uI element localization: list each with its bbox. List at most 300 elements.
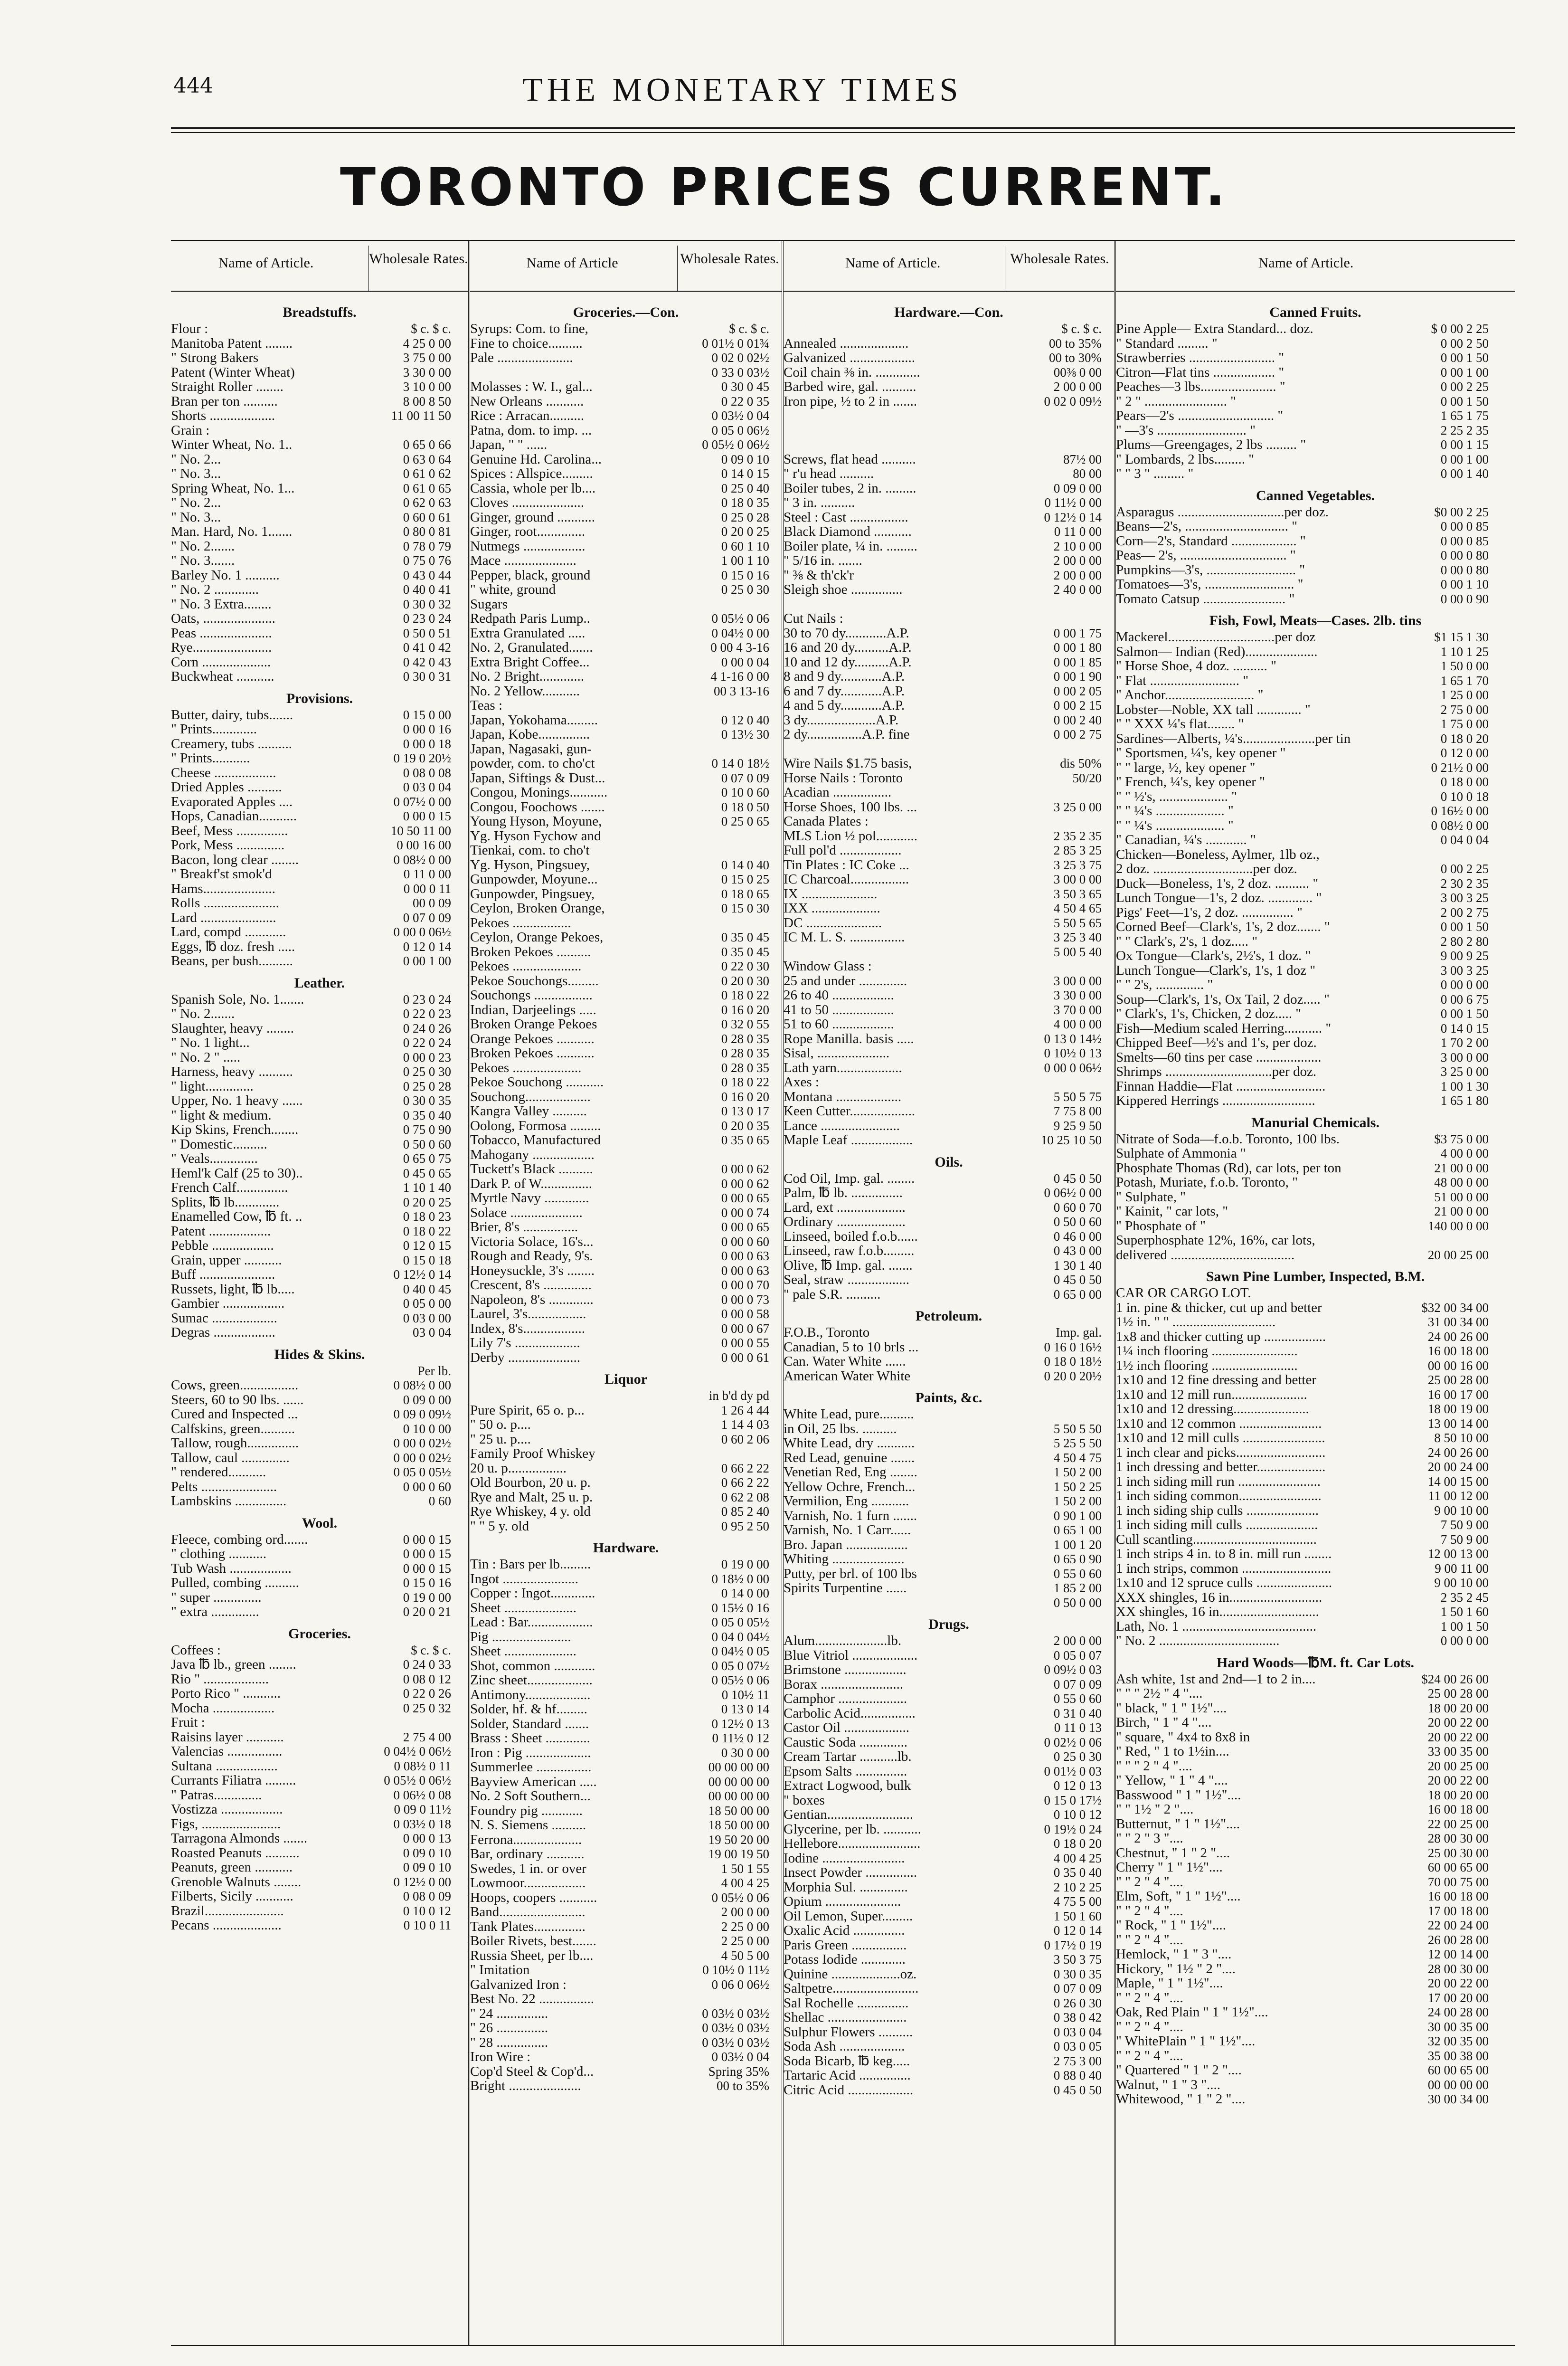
price-row	[171, 882, 468, 896]
price-row	[171, 708, 468, 722]
wholesale-rate: 2 75 3 00	[1053, 2053, 1102, 2068]
price-row	[784, 858, 1114, 873]
price-row	[784, 423, 1114, 438]
article-name: Sumac ...................	[171, 1311, 277, 1325]
price-row	[171, 1166, 468, 1181]
wholesale-rate	[1389, 1233, 1492, 1248]
article-name: " " " 2 " 4 "....	[1116, 1758, 1192, 1773]
article-name: Man. Hard, No. 1.......	[171, 524, 293, 539]
article-name: Currants Filiatra .........	[171, 1773, 296, 1788]
article-name: Lowmoor..................	[470, 1876, 586, 1891]
wholesale-rate: 0 02 0 02½	[711, 351, 769, 365]
section-heading: Sawn Pine Lumber, Inspected, B.M.	[1206, 1269, 1425, 1284]
wholesale-rate: 0 05 0 05½	[711, 1615, 769, 1629]
price-row	[1116, 1773, 1515, 1788]
article-name: 8 and 9 dy............A.P.	[784, 669, 905, 684]
wholesale-rate: 0 00 2 40	[1053, 713, 1102, 727]
article-name: " " 1½ " 2 "....	[1116, 1802, 1194, 1817]
article-name	[784, 409, 997, 423]
article-name: Cows, green.................	[171, 1378, 299, 1393]
wholesale-rate: 0 00 1 10	[1440, 577, 1489, 591]
section-heading: Hardware.	[593, 1540, 659, 1556]
wholesale-rate: 0 35 0 40	[403, 1108, 451, 1122]
article-name: Yellow Ochre, French...	[784, 1479, 916, 1494]
price-row	[171, 853, 468, 867]
price-row	[171, 1817, 468, 1832]
price-row	[470, 1504, 782, 1519]
article-name: Spanish Sole, No. 1.......	[171, 992, 304, 1007]
wholesale-rate	[997, 611, 1105, 626]
article-name: Rye.......................	[171, 640, 272, 655]
section-heading: Wool.	[302, 1515, 338, 1531]
article-name: Creamery, tubs ..........	[171, 736, 293, 751]
price-row	[171, 539, 468, 554]
wholesale-rate: 35 00 38 00	[1427, 2048, 1489, 2063]
price-row	[171, 1108, 468, 1123]
article-name: Pebble ..................	[171, 1238, 274, 1253]
price-row	[470, 1963, 782, 1977]
price-row	[470, 1475, 782, 1490]
wholesale-rate: 0 08½ 0 00	[1431, 818, 1489, 833]
article-name: Acadian .................	[784, 785, 892, 800]
price-row	[1116, 563, 1515, 578]
wholesale-rate: 0 04½ 0 05	[711, 1644, 769, 1658]
article-name: IC M. L. S. ................	[784, 930, 905, 945]
wholesale-rate: 20 00 25 00	[1427, 1247, 1489, 1262]
article-name: Grain :	[171, 423, 210, 437]
wholesale-rate: 0 14 0 40	[721, 857, 769, 872]
article-name: Crescent, 8's ..............	[470, 1278, 592, 1292]
wholesale-rate: 0 30 0 35	[403, 1093, 451, 1108]
article-name: 10 and 12 dy..........A.P.	[784, 655, 912, 669]
price-row	[1116, 833, 1515, 847]
price-row	[784, 409, 1114, 423]
wholesale-rate: 20 00 24 00	[1427, 1460, 1489, 1474]
wholesale-rate: 0 08½ 0 00	[393, 852, 451, 867]
price-row	[171, 1122, 468, 1137]
article-name: " 26 ...............	[470, 2021, 548, 2035]
article-name: Beef, Mess ...............	[171, 823, 288, 838]
article-name: " " ¼'s .................... "	[1116, 804, 1234, 818]
wholesale-rate: 0 30 0 00	[721, 1745, 769, 1760]
price-row	[171, 954, 468, 969]
article-name: Cheese ..................	[171, 765, 276, 780]
wholesale-rate	[670, 1148, 772, 1162]
section-heading: Fish, Fowl, Meats—Cases. 2lb. tins	[1209, 613, 1422, 628]
price-row	[784, 1894, 1114, 1909]
wholesale-rate	[1389, 847, 1492, 862]
article-name: Congou, Monings...........	[470, 785, 608, 800]
price-row	[470, 1615, 782, 1630]
article-name: " 2 " ........................ "	[1116, 394, 1237, 409]
wholesale-rate: 0 19 0 20½	[393, 751, 451, 765]
article-name: " " 5 y. old	[470, 1519, 529, 1533]
price-row	[470, 1688, 782, 1702]
article-name: Filberts, Sicily ...........	[171, 1889, 293, 1904]
price-row	[1116, 1904, 1515, 1919]
article-name: Lead : Bar...................	[470, 1615, 593, 1630]
price-row	[171, 1846, 468, 1861]
wholesale-rate: 0 00 0 63	[721, 1249, 769, 1263]
price-row	[470, 2021, 782, 2035]
price-row	[171, 1364, 468, 1378]
article-name: " No. 1 light...	[171, 1036, 250, 1050]
price-row	[171, 1151, 468, 1166]
article-name: Finnan Haddie—Flat ..........................	[1116, 1079, 1326, 1093]
price-row	[1116, 365, 1515, 380]
wholesale-rate: 0 50 0 60	[1053, 1215, 1102, 1229]
price-row	[171, 1701, 468, 1716]
article-name: " " 2 " 3 "....	[1116, 1831, 1183, 1846]
wholesale-rate: 00 00 16 00	[1427, 1358, 1489, 1373]
article-name: Screws, flat head ..........	[784, 452, 916, 466]
price-row	[784, 887, 1114, 902]
price-row	[1116, 645, 1515, 659]
wholesale-rate: 3 30 0 00	[403, 365, 451, 380]
wholesale-rate: 0 40 0 45	[403, 1282, 451, 1296]
wholesale-rate: 60 00 65 00	[1427, 1860, 1489, 1874]
price-row	[784, 1538, 1114, 1552]
price-row	[470, 437, 782, 452]
price-row	[470, 814, 782, 829]
wholesale-rate: 80 00	[1073, 466, 1102, 481]
wholesale-rate: 00 3 13-16	[714, 684, 769, 698]
article-name: Chipped Beef—½'s and 1's, per doz.	[1116, 1036, 1317, 1050]
wholesale-rate: 0 12 0 14	[403, 939, 451, 954]
wholesale-rate	[356, 423, 454, 438]
price-row	[1116, 1007, 1515, 1021]
wholesale-rate: 0 00 1 85	[1053, 655, 1102, 669]
article-name: Olive, ℔ Imp. gal. .......	[784, 1258, 913, 1273]
header-rates: Wholesale Rates.	[1005, 246, 1114, 291]
article-name: Cherry " 1 " 1½"....	[1116, 1860, 1223, 1875]
article-name: 16 and 20 dy..........A.P.	[784, 640, 912, 655]
price-row	[784, 829, 1114, 844]
wholesale-rate: 0 12½ 0 00	[393, 1874, 451, 1889]
price-row	[1116, 2049, 1515, 2063]
price-row	[171, 1311, 468, 1326]
wholesale-rate: 0 43 0 00	[1053, 1244, 1102, 1258]
price-row	[1116, 1431, 1515, 1445]
wholesale-rate: 00 to 35%	[1049, 336, 1102, 351]
article-name: Boiler Rivets, best.......	[470, 1934, 596, 1948]
price-row	[1116, 949, 1515, 963]
price-row	[171, 1451, 468, 1465]
price-row	[470, 524, 782, 539]
wholesale-rate: 0 00 2 25	[1440, 380, 1489, 394]
article-name: 3 dy....................A.P.	[784, 713, 899, 727]
price-row	[784, 466, 1114, 481]
wholesale-rate: 0 35 0 65	[721, 1133, 769, 1147]
article-name: Heml'k Calf (25 to 30)..	[171, 1166, 303, 1180]
article-name: 1x10 and 12 fine dressing and better	[1116, 1373, 1317, 1387]
price-row	[171, 553, 468, 568]
article-name: " extra ..............	[171, 1605, 259, 1619]
wholesale-rate: 0 50 0 51	[403, 626, 451, 640]
article-name: Sulphate of Ammonia "	[1116, 1146, 1246, 1161]
wholesale-rate	[997, 959, 1105, 974]
price-row	[171, 1137, 468, 1152]
column-body	[784, 298, 1114, 2097]
wholesale-rate: $ c. $ c.	[411, 322, 451, 336]
article-name: " No. 3.......	[171, 553, 235, 568]
price-row	[1116, 1175, 1515, 1190]
wholesale-rate: 0 00 0 11	[403, 881, 451, 896]
article-name: CAR OR CARGO LOT.	[1116, 1286, 1251, 1301]
article-name: Pork, Mess ..............	[171, 838, 285, 853]
article-name: " Domestic..........	[171, 1137, 267, 1151]
wholesale-rate: 4 50 4 65	[1053, 901, 1102, 915]
wholesale-rate: 0 28 0 35	[721, 1046, 769, 1060]
wholesale-rate: 25 00 28 00	[1427, 1373, 1489, 1387]
wholesale-rate: 0 08½ 0 00	[393, 1378, 451, 1392]
price-row	[470, 1862, 782, 1876]
article-name: Japan, Nagasaki, gun-	[470, 741, 592, 756]
article-name: Walnut, " 1 " 3 "....	[1116, 2077, 1221, 2092]
wholesale-rate: 0 00 1 00	[1440, 365, 1489, 380]
price-row	[784, 945, 1114, 960]
wholesale-rate: 0 16 0 16½	[1044, 1340, 1102, 1354]
article-name: Vermilion, Eng ...........	[784, 1494, 909, 1509]
price-row	[784, 1851, 1114, 1866]
wholesale-rate: 3 30 0 00	[1053, 988, 1102, 1002]
article-name: Galvanized ...................	[784, 351, 916, 365]
article-name: Mahogany ..................	[470, 1147, 595, 1162]
price-row	[470, 1977, 782, 1992]
price-row	[1116, 688, 1515, 703]
price-row	[1116, 2020, 1515, 2034]
article-name: 41 to 50 ..................	[784, 1002, 894, 1017]
wholesale-rate: 0 00 6 75	[1440, 992, 1489, 1007]
price-row	[470, 1235, 782, 1249]
wholesale-rate: 0 07 0 09	[1053, 1981, 1102, 1995]
price-row	[1116, 630, 1515, 645]
article-name: " " 2 " 4 "....	[1116, 2048, 1183, 2063]
article-name	[784, 945, 997, 960]
price-row	[1116, 1962, 1515, 1976]
wholesale-rate: 1 10 1 40	[403, 1180, 451, 1195]
price-row	[1116, 505, 1515, 520]
price-row	[171, 1465, 468, 1480]
price-row	[171, 1672, 468, 1687]
price-row	[1116, 1788, 1515, 1803]
price-row	[1116, 1079, 1515, 1094]
column-1	[171, 241, 470, 2345]
price-row	[171, 1180, 468, 1195]
article-name: Eggs, ℔ doz. fresh .....	[171, 939, 295, 954]
price-row	[171, 423, 468, 438]
section-heading: Groceries.	[288, 1625, 351, 1642]
wholesale-rate: 0 15 0 25	[721, 872, 769, 886]
price-row	[470, 1833, 782, 1847]
article-name: Swedes, 1 in. or over	[470, 1861, 586, 1876]
price-row	[171, 766, 468, 780]
wholesale-rate: 0 06½ 0 00	[1044, 1186, 1102, 1200]
price-row	[1116, 818, 1515, 833]
article-name: Copper : Ingot.............	[470, 1586, 595, 1601]
price-row	[171, 1773, 468, 1788]
article-name: Coil chain ⅜ in. .............	[784, 365, 920, 380]
article-name: Rye Whiskey, 4 y. old	[470, 1504, 591, 1519]
price-row	[784, 1581, 1114, 1596]
article-name: Straight Roller ........	[171, 380, 283, 394]
article-name: Linseed, boiled f.o.b......	[784, 1229, 918, 1244]
article-name: Oak, Red Plain " 1 " 1½"....	[1116, 2005, 1268, 2020]
price-row	[784, 1407, 1114, 1422]
price-row	[1116, 592, 1515, 607]
wholesale-rate: 00⅜ 0 00	[1053, 365, 1102, 380]
price-row	[1116, 322, 1515, 336]
wholesale-rate: 0 05½ 0 06½	[702, 437, 769, 452]
article-name: " Quartered " 1 " 2 "....	[1116, 2063, 1242, 2078]
wholesale-rate: 0 03 0 05	[1053, 2039, 1102, 2053]
price-row	[1116, 1248, 1515, 1263]
price-row	[171, 1561, 468, 1576]
wholesale-rate: 0 04 0 04½	[711, 1629, 769, 1644]
wholesale-rate: 25 00 30 00	[1427, 1845, 1489, 1860]
price-row	[470, 930, 782, 945]
article-name: Potass Iodide .............	[784, 1952, 906, 1967]
article-name: Wire Nails $1.75 basis,	[784, 756, 912, 771]
article-name: Corn—2's, Standard ................... "	[1116, 533, 1306, 548]
price-row	[784, 742, 1114, 757]
wholesale-rate: 12 00 13 00	[1427, 1547, 1489, 1561]
price-row	[171, 1730, 468, 1745]
article-name: American Water White	[784, 1368, 911, 1383]
price-row	[171, 1715, 468, 1730]
article-name: Cured and Inspected ...	[171, 1407, 298, 1422]
section-heading: Canned Vegetables.	[1256, 487, 1375, 504]
wholesale-rate: 3 25 0 00	[1440, 1064, 1489, 1079]
article-name: 4 and 5 dy............A.P.	[784, 698, 905, 713]
wholesale-rate: 0 18 0 35	[721, 495, 769, 510]
wholesale-rate	[997, 437, 1105, 452]
wholesale-rate: 0 03 0 00	[403, 1311, 451, 1325]
article-name: 1 inch clear and picks..........................	[1116, 1445, 1326, 1460]
price-row	[470, 1891, 782, 1905]
wholesale-rate: 20 00 22 00	[1427, 1976, 1489, 1990]
article-name: Ceylon, Orange Pekoes,	[470, 930, 604, 945]
price-row	[470, 1003, 782, 1017]
article-name: Valencias ................	[171, 1744, 283, 1759]
article-name: Congou, Foochows .......	[470, 799, 605, 814]
wholesale-rate: 0 11½ 0 12	[712, 1731, 769, 1745]
price-row	[784, 1923, 1114, 1938]
wholesale-rate: 2 30 2 35	[1440, 876, 1489, 891]
article-name: Old Bourbon, 20 u. p.	[470, 1475, 591, 1490]
wholesale-rate: 0 45 0 65	[403, 1166, 451, 1180]
price-row	[784, 872, 1114, 887]
article-name: Asparagus ...............................per doz.	[1116, 504, 1329, 519]
wholesale-rate: 0 41 0 42	[403, 640, 451, 655]
price-row	[470, 901, 782, 916]
price-row	[470, 974, 782, 988]
price-row	[470, 800, 782, 815]
wholesale-rate: 1 50 2 25	[1053, 1479, 1102, 1494]
price-row	[1116, 2034, 1515, 2049]
article-name: " No. 2.......	[171, 539, 235, 553]
wholesale-rate: 0 43 0 44	[403, 568, 451, 582]
article-name: " Flat .......................... "	[1116, 673, 1249, 688]
article-name: Lard, compd ............	[171, 925, 286, 940]
wholesale-rate: 0 15½ 0 16	[711, 1600, 769, 1615]
wholesale-rate: 0 63 0 64	[403, 452, 451, 466]
price-row	[1116, 351, 1515, 365]
article-name: " No. 2 " .....	[171, 1050, 241, 1064]
article-name: Boiler plate, ¼ in. .........	[784, 539, 917, 553]
article-name: Steel : Cast .................	[784, 510, 908, 524]
wholesale-rate: 0 00 4 3-16	[710, 640, 769, 655]
wholesale-rate: 0 18 0 22	[721, 1075, 769, 1089]
wholesale-rate: 0 00 1 90	[1053, 669, 1102, 684]
header-name: Name of Article.	[1258, 255, 1354, 271]
article-name: Butter, dairy, tubs.......	[171, 707, 293, 722]
price-row	[784, 959, 1114, 974]
wholesale-rate: 28 00 30 00	[1427, 1961, 1489, 1976]
wholesale-rate: 0 08½ 0 11	[394, 1758, 451, 1773]
article-name: Linseed, raw f.o.b.........	[784, 1244, 915, 1258]
wholesale-rate: 0 25 0 30	[721, 582, 769, 597]
wholesale-rate: 0 22 0 23	[403, 1007, 451, 1021]
article-name: " Clark's, 1's, Chicken, 2 doz..... "	[1116, 1007, 1302, 1021]
wholesale-rate: 48 00 0 00	[1434, 1175, 1489, 1189]
article-name: " super ..............	[171, 1590, 262, 1605]
wholesale-rate: 17 00 20 00	[1427, 1990, 1489, 2005]
wholesale-rate: 0 08 0 08	[403, 765, 451, 780]
wholesale-rate: 3 25 3 40	[1053, 930, 1102, 944]
article-name: 2 dy................A.P. fine	[784, 727, 910, 742]
article-name: Winter Wheat, No. 1..	[171, 437, 293, 452]
article-name: Souchong...................	[470, 1089, 591, 1104]
price-row	[171, 780, 468, 795]
wholesale-rate: 3 10 0 00	[403, 380, 451, 394]
price-row	[470, 1104, 782, 1119]
wholesale-rate: 0 09 0 10	[403, 1845, 451, 1860]
wholesale-rate: 0 35 0 40	[1053, 1865, 1102, 1880]
article-name: Laurel, 3's.................	[470, 1307, 586, 1321]
article-name: 1 inch siding mill run ........................	[1116, 1474, 1321, 1489]
price-row	[1116, 452, 1515, 467]
article-name: " Sportsmen, ¼'s, key opener "	[1116, 746, 1286, 760]
column-header	[470, 241, 782, 292]
price-row	[470, 380, 782, 394]
article-name: Kippered Herrings ...........................	[1116, 1093, 1315, 1108]
wholesale-rate: 3 25 3 75	[1053, 857, 1102, 872]
price-row	[171, 1744, 468, 1759]
wholesale-rate: 3 25 0 00	[1053, 799, 1102, 814]
article-name: Patent ..................	[171, 1224, 271, 1238]
article-name: Manitoba Patent ........	[171, 336, 293, 351]
wholesale-rate: 0 00 0 60	[403, 1479, 451, 1494]
price-row	[470, 2006, 782, 2021]
article-name: Hickory, " 1½ " 2 "....	[1116, 1961, 1236, 1976]
price-row	[1116, 1933, 1515, 1948]
article-name	[784, 742, 997, 757]
wholesale-rate	[997, 1407, 1105, 1422]
price-row	[784, 655, 1114, 670]
wholesale-rate	[997, 742, 1105, 757]
wholesale-rate: 4 75 5 00	[1053, 1894, 1102, 1909]
price-row	[171, 568, 468, 583]
wholesale-rate: $3 75 0 00	[1434, 1131, 1489, 1146]
article-name: Extra Granulated .....	[470, 626, 586, 640]
price-row	[784, 1691, 1114, 1706]
price-row	[784, 553, 1114, 568]
article-name: Brier, 8's ................	[470, 1220, 578, 1235]
wholesale-rate: 0 80 0 81	[403, 524, 451, 539]
wholesale-rate: 1 75 0 00	[1440, 717, 1489, 731]
article-name: Kip Skins, French........	[171, 1122, 299, 1137]
